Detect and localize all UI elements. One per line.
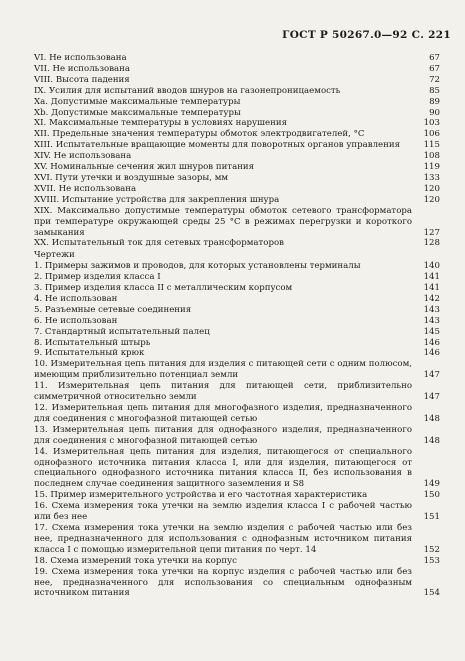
toc-entry xyxy=(34,238,440,249)
toc-entry xyxy=(34,316,440,327)
toc-entry-title: 14. Измерительная цепь питания для изделия, питающегося от специального однофазного источника питания класса I, или для изделия, питающегося от специального однофазного источника питания класса II, без использования в последнем случае соединения защитного заземления и S8 xyxy=(34,446,412,490)
toc-entry xyxy=(34,129,440,140)
toc-entry-page: 120 xyxy=(423,194,440,205)
toc-entry-title: 5. Разъемные сетевые соединения xyxy=(34,304,192,315)
toc-entry-title: XI. Максимальные температуры в условиях нарушения xyxy=(34,118,287,129)
toc-entry xyxy=(34,118,440,129)
toc-entry xyxy=(34,556,440,567)
toc-entry-title: 6. Не использован xyxy=(34,315,118,326)
toc-entry xyxy=(34,184,440,195)
toc-entry-title: 13. Измерительная цепь питания для однофазного изделия, предназначенного для соединения с многофазной питающей сетью xyxy=(34,424,412,446)
toc-entry-page: 146 xyxy=(423,348,440,359)
toc-entry-title: 10. Измерительная цепь питания для изделия с питающей сети с одним полюсом, имеющим приблизительно потенциал земли xyxy=(34,359,412,381)
toc-entry xyxy=(34,283,440,294)
toc-entry xyxy=(34,261,440,272)
toc-entry-page: 152 xyxy=(423,544,440,555)
toc-entry-title: 11. Измерительная цепь питания для питающей сети, приблизительно симметричной относительно земли xyxy=(34,381,412,403)
toc-entry-page: 141 xyxy=(423,283,440,294)
toc-entry-page: 145 xyxy=(423,326,440,337)
toc-entry xyxy=(34,403,440,425)
toc-entry-page: 90 xyxy=(429,107,440,118)
table-of-contents xyxy=(34,53,440,599)
toc-entry-page: 154 xyxy=(423,588,440,599)
toc-entry-page: 72 xyxy=(429,74,440,85)
toc-entry xyxy=(34,140,440,151)
toc-entry-title: 15. Пример измерительного устройства и его частотная характеристика xyxy=(34,490,368,501)
toc-entry-page: 151 xyxy=(423,512,440,523)
toc-entry-title: XVIII. Испытание устройства для закрепления шнура xyxy=(34,194,280,205)
toc-entry xyxy=(34,523,440,556)
toc-entry-page: 143 xyxy=(423,315,440,326)
toc-entry-page: 106 xyxy=(423,129,440,140)
toc-entry xyxy=(34,206,440,239)
toc-entry xyxy=(34,348,440,359)
toc-entry xyxy=(34,272,440,283)
toc-entry-page: 67 xyxy=(429,53,440,63)
toc-entry-page: 142 xyxy=(423,293,440,304)
toc-entry-page: 153 xyxy=(423,555,440,566)
toc-entry-page: 147 xyxy=(423,392,440,403)
toc-entry-page: 133 xyxy=(423,172,440,183)
toc-entry-title: 12. Измерительная цепь питания для многофазного изделия, предназначенного для соединения с многофазной питающей сетью xyxy=(34,403,412,424)
toc-entry-page: 150 xyxy=(423,490,440,501)
toc-entry xyxy=(34,64,440,75)
toc-entry xyxy=(34,567,440,600)
toc-entry-page: 108 xyxy=(423,151,440,162)
toc-entry-page: 148 xyxy=(423,413,440,424)
toc-entry-page: 67 xyxy=(429,63,440,74)
toc-entry xyxy=(34,327,440,338)
toc-entry-page: 147 xyxy=(423,370,440,381)
toc-entry-title: 1. Примеры зажимов и проводов, для которых установлены терминалы xyxy=(34,261,361,272)
toc-entry-page: 141 xyxy=(423,272,440,283)
toc-entry-title: 16. Схема измерения тока утечки на землю изделия класса I с рабочей частью или без нее xyxy=(34,501,412,523)
toc-entry-title: XX. Испытательный ток для сетевых трансформаторов xyxy=(34,238,284,249)
toc-entry xyxy=(34,162,440,173)
toc-entry-title: VII. Не использована xyxy=(34,63,131,74)
toc-entry-page: 128 xyxy=(423,238,440,249)
toc-entry xyxy=(34,97,440,108)
toc-entry-title: XIV. Не использована xyxy=(34,151,132,162)
toc-entry-title: XV. Номинальные сечения жил шнуров питания xyxy=(34,162,255,173)
toc-entry-page: 146 xyxy=(423,337,440,348)
toc-entry xyxy=(34,195,440,206)
toc-entry-title: XIII. Испытательные вращающие моменты для поворотных органов управления xyxy=(34,140,400,151)
toc-entry-page: 119 xyxy=(423,162,440,173)
toc-entry-title: IX. Усилия для испытаний вводов шнуров на газонепроницаемость xyxy=(34,85,341,96)
toc-entry xyxy=(34,338,440,349)
toc-entry-title: VI. Не использована xyxy=(34,53,127,63)
toc-entry-page: 85 xyxy=(429,85,440,96)
toc-entry-page: 115 xyxy=(423,140,440,151)
page-header: ГОСТ Р 50267.0—92 С. 221 xyxy=(282,29,451,41)
toc-entry-title: Xa. Допустимые максимальные температуры xyxy=(34,96,241,107)
toc-entry-title: 2. Пример изделия класса I xyxy=(34,272,161,283)
toc-entry-page: 149 xyxy=(423,479,440,490)
toc-entry-page: 140 xyxy=(423,261,440,272)
toc-entry xyxy=(34,173,440,184)
toc-entry xyxy=(34,151,440,162)
toc-entry xyxy=(34,359,440,381)
toc-entry-title: 18. Схема измерений тока утечки на корпус xyxy=(34,555,237,566)
toc-entry xyxy=(34,490,440,501)
toc-entry-title: Чертежи xyxy=(34,250,75,261)
toc-entry-title: 7. Стандартный испытательный палец xyxy=(34,326,210,337)
toc-entry-title: XII. Предельные значения температуры обмоток электродвигателей, °С xyxy=(34,129,365,140)
toc-entry-title: VIII. Высота падения xyxy=(34,74,130,85)
toc-entry-title: XVI. Пути утечки и воздушные зазоры, мм xyxy=(34,172,229,183)
toc-entry-title: 3. Пример изделия класса II с металлическим корпусом xyxy=(34,283,293,294)
toc-entry xyxy=(34,86,440,97)
toc-entry-title: 19. Схема измерения тока утечки на корпус изделия с рабочей частью или без нее, предназначенного для использования со специальным однофазным источником питания xyxy=(34,566,412,599)
toc-entry-title: XVII. Не использована xyxy=(34,183,137,194)
toc-entry-title: 4. Не использован xyxy=(34,293,118,304)
toc-entry-title: 8. Испытательный штырь xyxy=(34,337,151,348)
toc-entry-title: Xb. Допустимые максимальные температуры xyxy=(34,107,241,118)
toc-entry-page: 89 xyxy=(429,96,440,107)
toc-entry xyxy=(34,108,440,119)
toc-entry xyxy=(34,501,440,523)
toc-entry-page: 148 xyxy=(423,435,440,446)
toc-entry xyxy=(34,294,440,305)
toc-entry xyxy=(34,381,440,403)
toc-entry-page: 103 xyxy=(423,118,440,129)
section-heading xyxy=(34,250,440,261)
toc-entry-title: 17. Схема измерения тока утечки на землю изделия с рабочей частью или без нее, предназначенного для использования с однофазным источником питания класса I с помощью измерительной цепи питания по черт. 14 xyxy=(34,522,412,555)
toc-entry-page: 127 xyxy=(423,227,440,238)
toc-entry-title: 9. Испытательный крюк xyxy=(34,348,145,359)
toc-entry-title: XIX. Максимально допустимые температуры обмоток сетевого трансформатора при температуре окружающей среды 25 °С в режимах перегрузки и короткого замыкания xyxy=(34,205,412,238)
toc-entry xyxy=(34,425,440,447)
toc-entry xyxy=(34,75,440,86)
toc-entry xyxy=(34,447,440,491)
toc-entry xyxy=(34,53,440,64)
toc-entry-page: 120 xyxy=(423,183,440,194)
toc-entry xyxy=(34,305,440,316)
toc-entry-page: 143 xyxy=(423,304,440,315)
